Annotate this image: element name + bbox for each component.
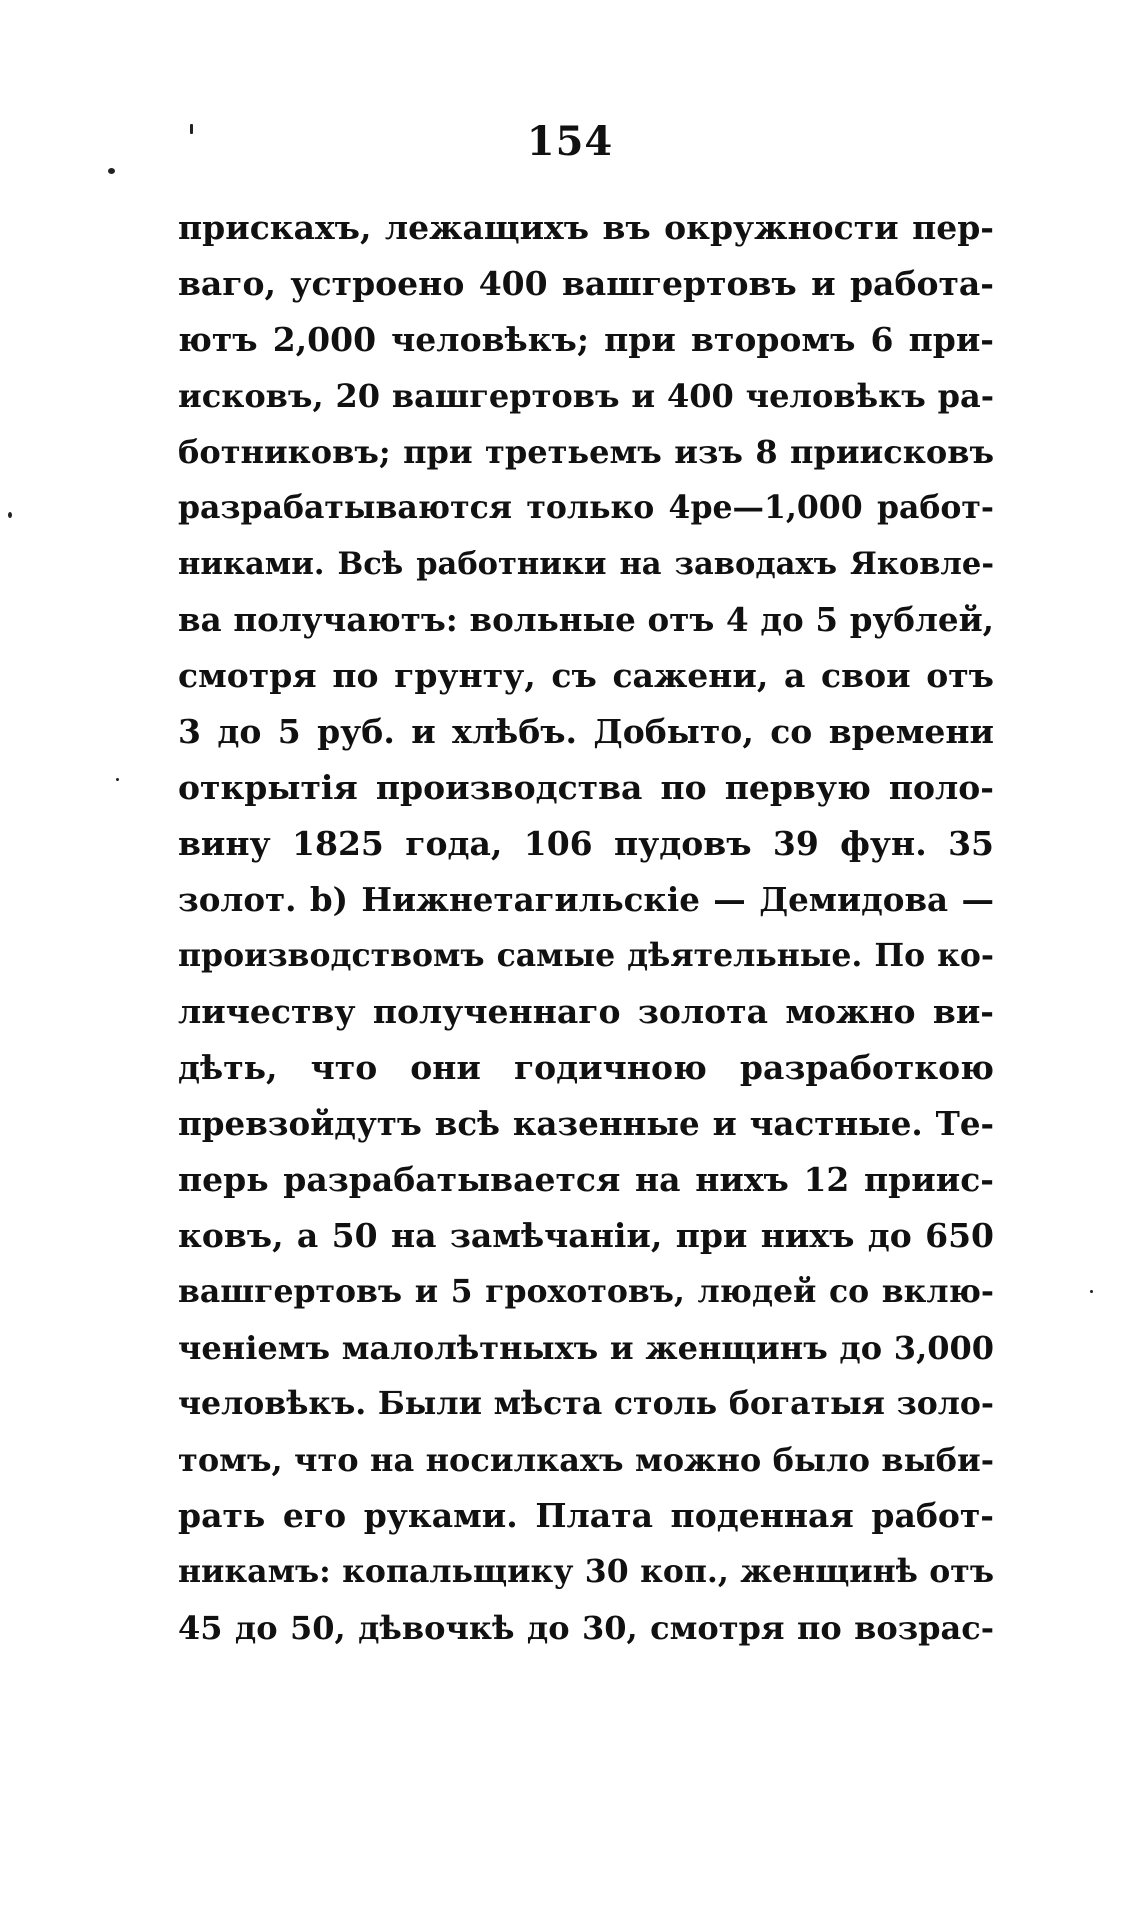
- text-line: прискахъ, лежащихъ въ окружности пер-: [178, 208, 994, 247]
- text-line: ютъ 2,000 человѣкъ; при второмъ 6 при-: [178, 320, 994, 359]
- text-line: ва получаютъ: вольные отъ 4 до 5 рублей,: [178, 600, 994, 639]
- text-line: ченіемъ малолѣтныхъ и женщинъ до 3,000: [178, 1329, 994, 1367]
- page-number: 154: [526, 118, 614, 165]
- text-line: 3 до 5 руб. и хлѣбъ. Добыто, со времени: [178, 712, 994, 751]
- text-line: золот. b) Нижнетагильскіе — Демидова —: [178, 880, 994, 919]
- text-line: ваго, устроено 400 вашгертовъ и работа-: [178, 264, 994, 303]
- text-line: превзойдутъ всѣ казенные и частные. Те-: [178, 1104, 994, 1143]
- text-line: открытія производства по первую поло-: [178, 768, 994, 807]
- text-line: ковъ, а 50 на замѣчаніи, при нихъ до 650: [178, 1216, 994, 1255]
- text-line: томъ, что на носилкахъ можно было выби-: [178, 1441, 994, 1479]
- scan-speck: [8, 512, 12, 518]
- scan-speck: [116, 778, 119, 781]
- body-text: [178, 200, 994, 1656]
- scan-speck: [190, 124, 193, 134]
- text-line: дѣть, что они годичною разработкою: [178, 1048, 994, 1087]
- text-line: 45 до 50, дѣвочкѣ до 30, смотря по возрас-: [178, 1609, 994, 1647]
- text-line: смотря по грунту, съ сажени, а свои отъ: [178, 656, 994, 695]
- text-line: исковъ, 20 вашгертовъ и 400 человѣкъ ра-: [178, 377, 994, 415]
- text-line: никамъ: копальщику 30 коп., женщинѣ отъ: [178, 1553, 994, 1590]
- text-line: разрабатываются только 4ре—1,000 работ-: [178, 489, 994, 526]
- text-line: ботниковъ; при третьемъ изъ 8 приисковъ: [178, 433, 994, 471]
- text-line: производствомъ самые дѣятельные. По ко-: [178, 937, 994, 974]
- text-line: никами. Всѣ работники на заводахъ Яковле-: [178, 546, 994, 582]
- text-line: человѣкъ. Были мѣста столь богатыя золо-: [178, 1385, 994, 1422]
- text-line: рать его руками. Плата поденная работ-: [178, 1496, 994, 1535]
- text-line: личеству полученнаго золота можно ви-: [178, 992, 994, 1031]
- text-line: вашгертовъ и 5 грохотовъ, людей со вклю-: [178, 1273, 994, 1310]
- scan-speck: [108, 168, 115, 174]
- text-line: перь разрабатывается на нихъ 12 приис-: [178, 1160, 994, 1199]
- text-line: вину 1825 года, 106 пудовъ 39 фун. 35: [178, 824, 994, 863]
- scan-speck: [1090, 1290, 1093, 1293]
